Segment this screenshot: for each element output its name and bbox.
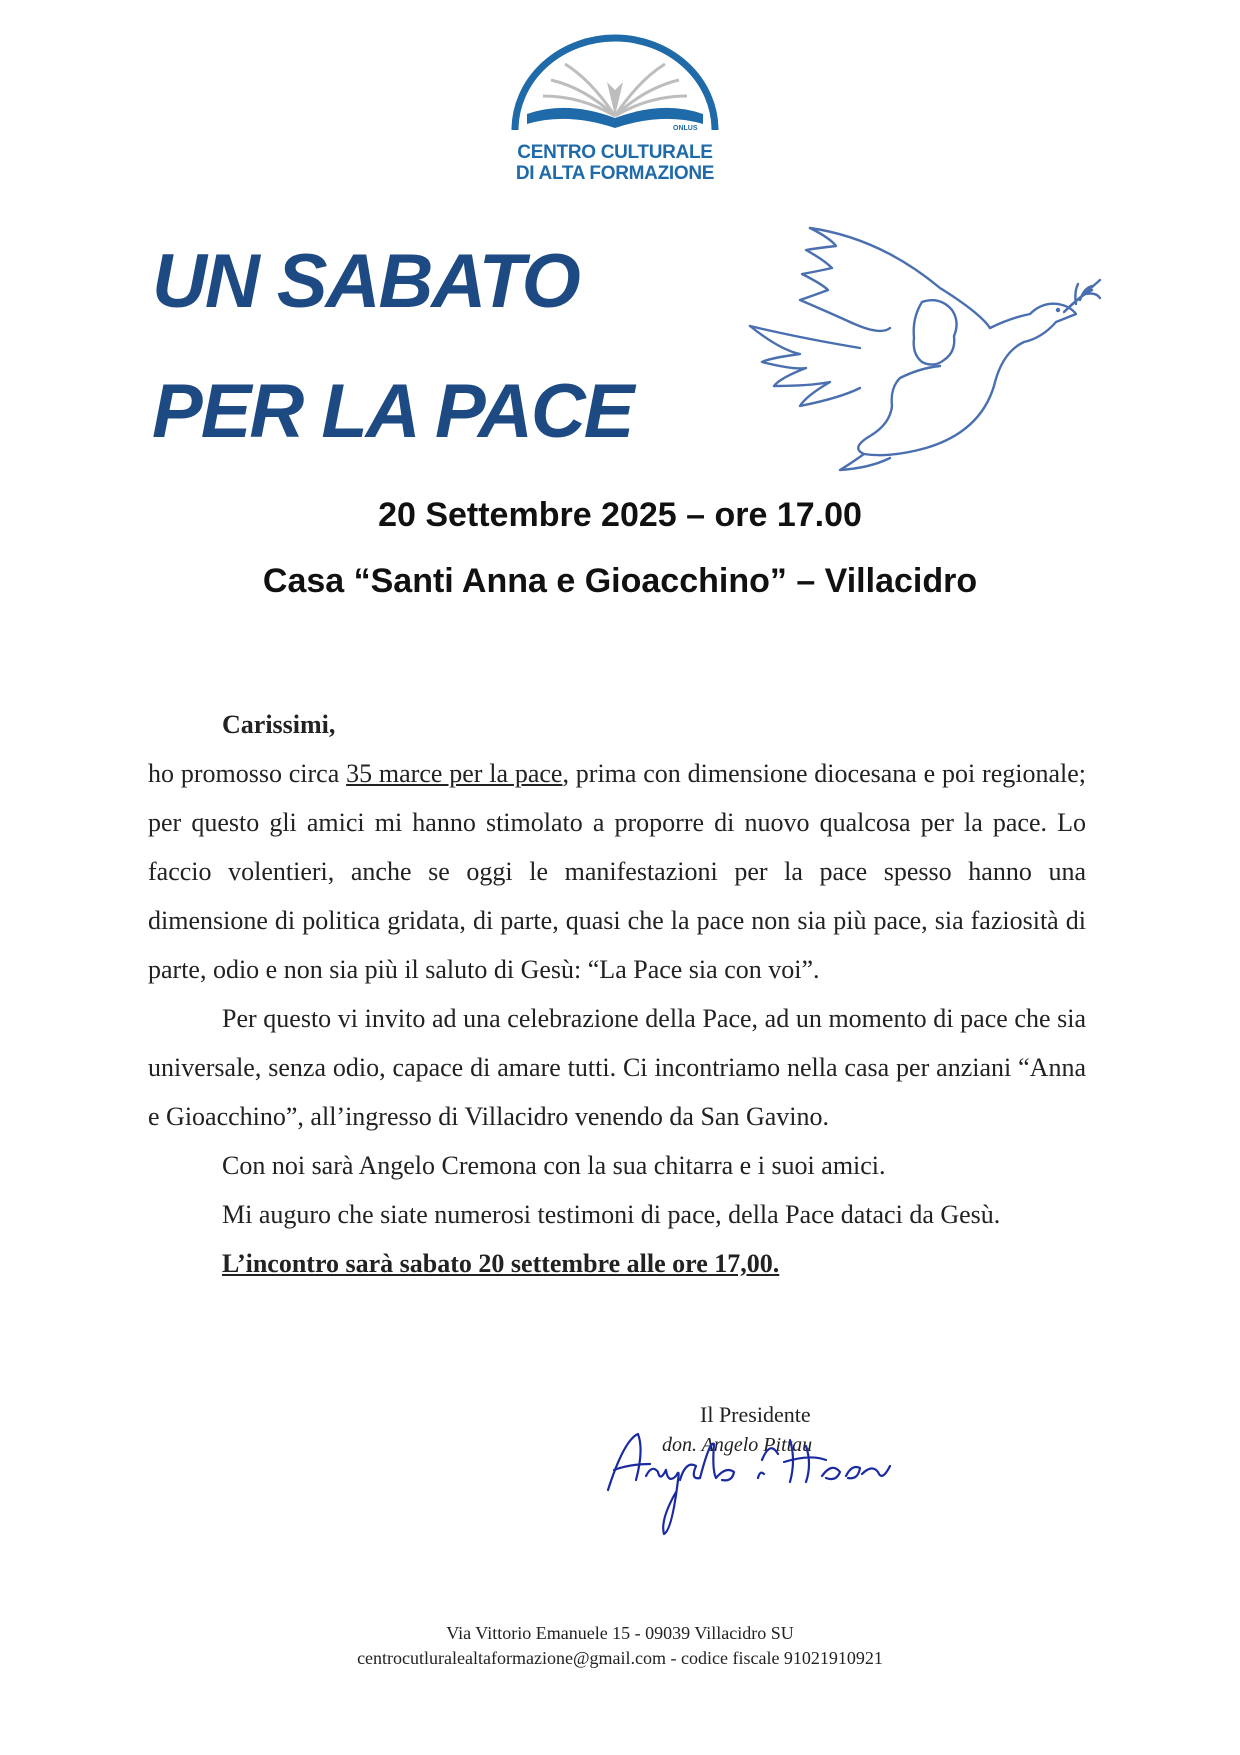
title-line-2: PER LA PACE	[152, 369, 633, 454]
p1-text-start: ho promosso circa	[148, 759, 347, 788]
event-date-time: 20 Settembre 2025 – ore 17.00	[378, 496, 862, 534]
title-line-1: UN SABATO	[152, 239, 579, 324]
onlus-label: ONLUS	[673, 125, 698, 132]
signature-name: don. Angelo Pittau	[662, 1434, 813, 1456]
logo-line-2: DI ALTA FORMAZIONE	[515, 163, 715, 184]
letter-paragraph-3: Con noi sarà Angelo Cremona con la sua chitarra e i suoi amici.	[222, 1151, 886, 1180]
letter-closing	[148, 1239, 1086, 1288]
handwritten-signature	[600, 1420, 920, 1540]
footer-address: Via Vittorio Emanuele 15 - 09039 Villacidro SU	[446, 1623, 794, 1643]
letter-paragraph-2: Per questo vi invito ad una celebrazione della Pace, ad un momento di pace che sia universale, senza odio, capace di amare tutti. Ci incontriamo nella casa per anziani “Anna e Gioacchino”, all’ingresso di Villacidro venendo da San Gavino.	[148, 1004, 1086, 1131]
letter-greeting: Carissimi,	[222, 710, 336, 739]
closing-text: L’incontro sarà sabato 20 settembre alle ore 17,00.	[222, 1249, 780, 1278]
letter-paragraph-4: Mi auguro che siate numerosi testimoni di pace, della Pace dataci da Gesù.	[222, 1200, 1001, 1229]
peace-dove-icon	[740, 218, 1120, 480]
footer-contact: centrocutluralealtaformazione@gmail.com - codice fiscale 91021910921	[357, 1648, 883, 1668]
book-arch-icon	[507, 30, 723, 140]
logo-line-1: CENTRO CULTURALE	[517, 142, 713, 163]
signature-title: Il Presidente	[700, 1402, 811, 1427]
logo-text	[505, 142, 725, 184]
letter-paragraph-1	[148, 749, 1086, 994]
organization-logo	[505, 30, 725, 190]
p1-text-end: , prima con dimensione diocesana e poi regionale; per questo gli amici mi hanno stimolato a proporre di nuovo qualcosa per la pace. Lo faccio volentieri, anche se oggi le manifestazioni per la pace spesso hanno una dimensione di politica gridata, di parte, quasi che la pace non sia più pace, sia faziosità di parte, odio e non sia più il saluto di Gesù: “La Pace sia con voi”.	[148, 759, 1086, 984]
letter-body	[148, 700, 1086, 1288]
p1-underlined: 35 marce per la pace	[346, 759, 563, 788]
event-location: Casa “Santi Anna e Gioacchino” – Villacidro	[262, 562, 978, 600]
